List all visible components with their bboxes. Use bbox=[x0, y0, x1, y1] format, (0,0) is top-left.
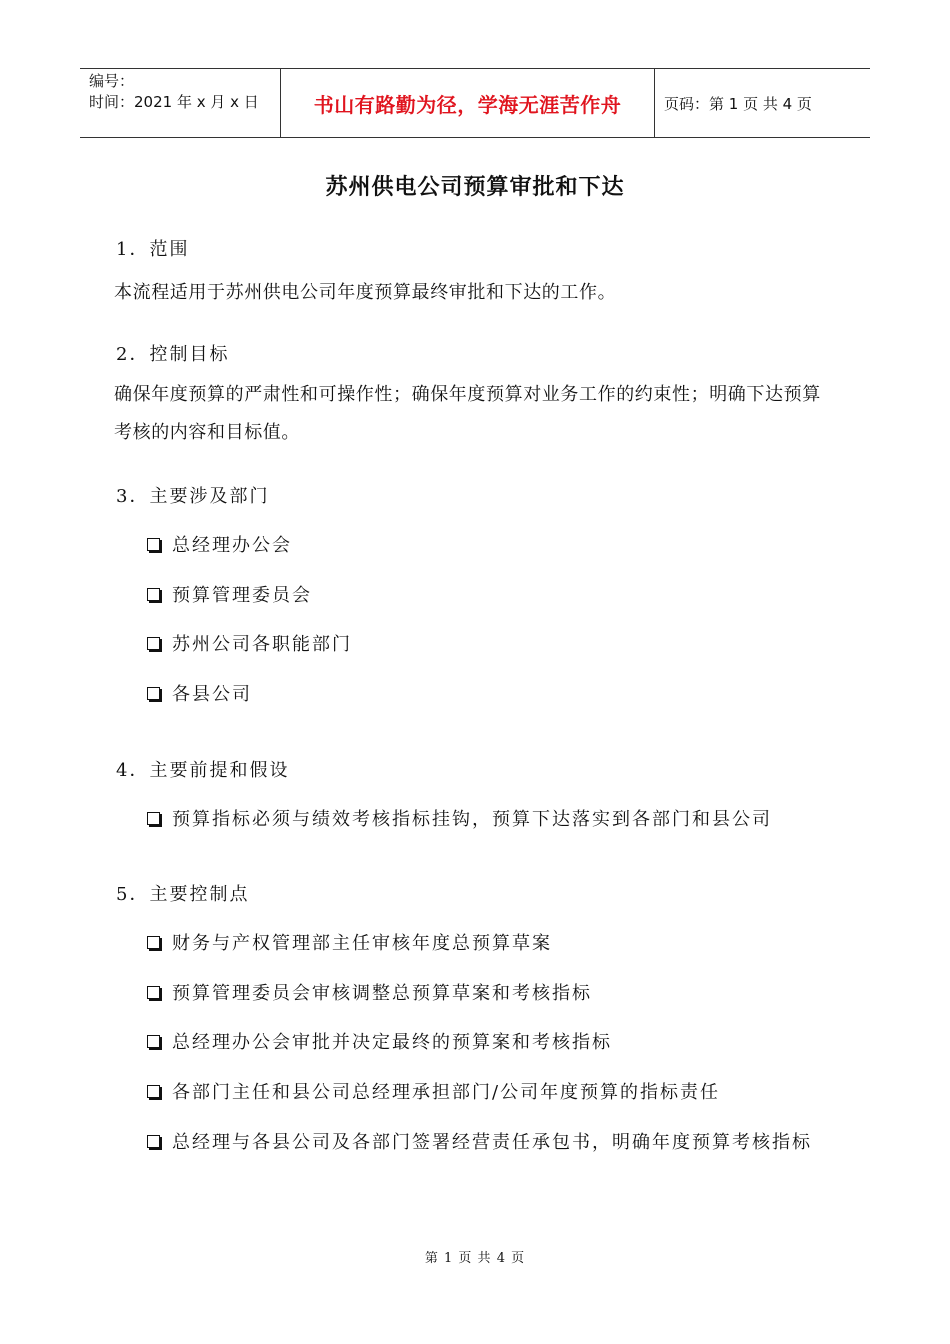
list-item bbox=[147, 805, 772, 831]
checkbox-icon bbox=[147, 1135, 160, 1148]
list-item-label: 财务与产权管理部主任审核年度总预算草案 bbox=[172, 933, 552, 954]
time-label: 时间：2021 年 x 月 x 日 bbox=[89, 93, 259, 111]
list-item bbox=[147, 680, 252, 706]
section-1-text: 本流程适用于苏州供电公司年度预算最终审批和下达的工作。 bbox=[114, 282, 617, 303]
list-item-label: 各县公司 bbox=[172, 684, 252, 705]
checkbox-icon bbox=[147, 588, 160, 601]
checkbox-icon bbox=[147, 687, 160, 700]
checkbox-icon bbox=[147, 637, 160, 650]
number-label: 编号： bbox=[89, 72, 135, 90]
document-title: 苏州供电公司预算审批和下达 bbox=[325, 175, 625, 200]
list-item-label: 苏州公司各职能部门 bbox=[172, 634, 352, 655]
list-item bbox=[147, 1128, 812, 1154]
section-4-heading: 4．主要前提和假设 bbox=[116, 760, 290, 781]
page-footer: 第 1 页 共 4 页 bbox=[424, 1251, 526, 1266]
section-5-heading: 5．主要控制点 bbox=[116, 884, 250, 905]
list-item-label: 预算指标必须与绩效考核指标挂钩，预算下达落实到各部门和县公司 bbox=[172, 809, 772, 830]
section-3-heading: 3．主要涉及部门 bbox=[116, 486, 270, 507]
list-item-label: 各部门主任和县公司总经理承担部门/公司年度预算的指标责任 bbox=[172, 1082, 721, 1103]
list-item-label: 预算管理委员会 bbox=[172, 585, 312, 606]
checkbox-icon bbox=[147, 986, 160, 999]
checkbox-icon bbox=[147, 538, 160, 551]
checkbox-icon bbox=[147, 1085, 160, 1098]
checkbox-icon bbox=[147, 1035, 160, 1048]
section-2-heading: 2．控制目标 bbox=[116, 344, 230, 365]
list-item bbox=[147, 630, 352, 656]
section-2-text: 确保年度预算的严肃性和可操作性；确保年度预算对业务工作的约束性；明确下达预算考核的内容和目标值。 bbox=[114, 384, 821, 443]
header-motto: 书山有路勤为径，学海无涯苦作舟 bbox=[281, 69, 655, 137]
list-item-label: 总经理办公会审批并决定最终的预算案和考核指标 bbox=[172, 1032, 612, 1053]
list-item-label: 总经理与各县公司及各部门签署经营责任承包书，明确年度预算考核指标 bbox=[172, 1132, 812, 1153]
list-item bbox=[147, 1028, 612, 1054]
checkbox-icon bbox=[147, 936, 160, 949]
list-item bbox=[147, 929, 552, 955]
list-item bbox=[147, 979, 592, 1005]
list-item bbox=[147, 1078, 720, 1104]
list-item-label: 预算管理委员会审核调整总预算草案和考核指标 bbox=[172, 983, 592, 1004]
checkbox-icon bbox=[147, 812, 160, 825]
list-item bbox=[147, 531, 292, 557]
header-page-info: 页码：第 1 页 共 4 页 bbox=[664, 94, 812, 113]
header-meta bbox=[80, 69, 281, 137]
list-item-label: 总经理办公会 bbox=[172, 535, 292, 556]
section-1-heading: 1．范围 bbox=[116, 239, 190, 260]
page-header bbox=[80, 68, 870, 138]
list-item bbox=[147, 581, 312, 607]
